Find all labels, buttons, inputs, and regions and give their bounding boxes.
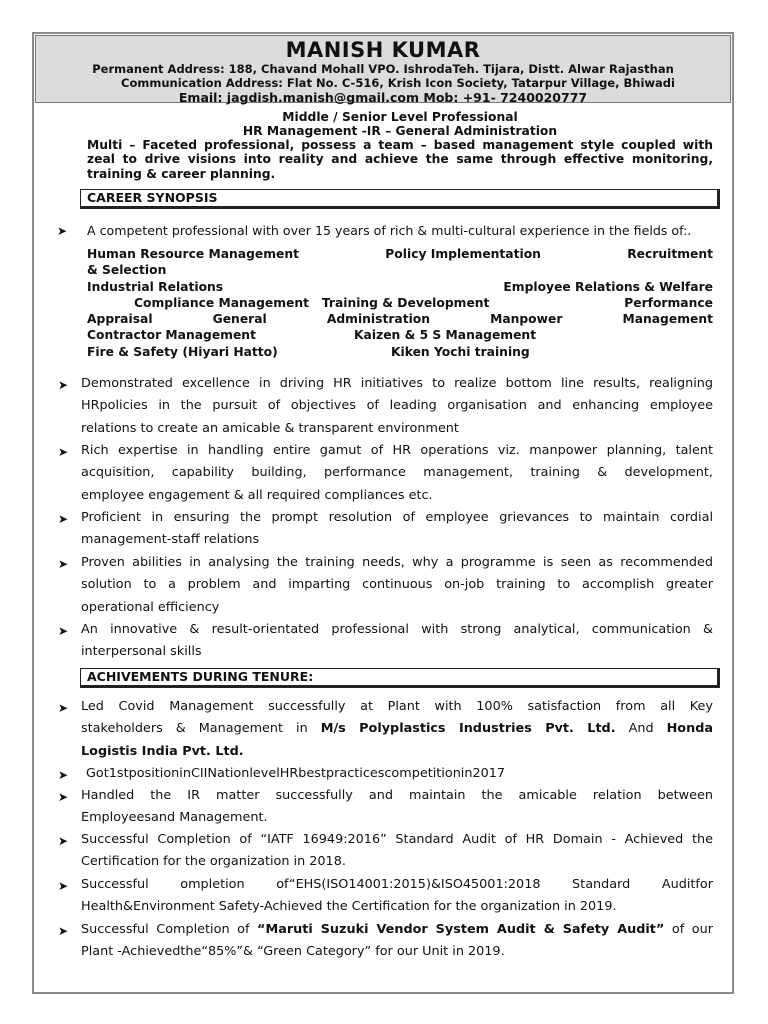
skill-item: Employee Relations & Welfare: [503, 279, 713, 294]
skills-row: [87, 279, 713, 295]
skill-item: Human Resource Management: [87, 247, 300, 261]
bullet-line: Successful ompletion of“EHS(ISO14001:2015)&ISO45001:2018 Standard Auditfor: [81, 877, 713, 892]
skill-item: Kiken Yochi training: [391, 344, 530, 359]
synopsis-lead: A competent professional with over 15 years of rich & multi-cultural experience in the fields of:.: [87, 223, 692, 238]
skill-item: Performance: [624, 295, 713, 310]
skill-item: Appraisal: [87, 312, 153, 327]
summary-line: Multi – Faceted professional, possess a team – based management style coupled with: [87, 138, 713, 152]
arrowhead-bullet-icon: ➤: [58, 768, 69, 782]
synopsis-bullet: [81, 440, 713, 507]
company-name: M/s Polyplastics Industries Pvt. Ltd.: [320, 721, 616, 737]
achievement-bullet: [81, 829, 713, 874]
profile-summary: [87, 110, 713, 181]
bullet-line: interpersonal skills: [81, 644, 202, 660]
skill-item: General: [212, 312, 267, 327]
section-heading-career-synopsis: CAREER SYNOPSIS: [80, 189, 720, 209]
bullet-text: of our: [664, 922, 713, 937]
audit-name: “Maruti Suzuki Vendor System Audit & Safety Audit”: [257, 922, 665, 937]
skills-row: [87, 246, 713, 262]
bullet-line: Demonstrated excellence in driving HR initiatives to realize bottom line results, realigning: [81, 376, 713, 391]
bullet-line: Led Covid Management successfully at Plant with 100% satisfaction from all Key: [81, 699, 713, 714]
arrowhead-bullet-icon: ➤: [58, 378, 69, 392]
achievement-bullet: [81, 785, 713, 830]
arrowhead-bullet-icon: ➤: [58, 790, 69, 804]
bullet-line: Rich expertise in handling entire gamut of HR operations viz. manpower planning, talent: [81, 443, 713, 458]
skill-item: Kaizen & 5 S Management: [354, 328, 537, 343]
candidate-name: MANISH KUMAR: [285, 38, 481, 62]
bullet-line: Handled the IR matter successfully and maintain the amicable relation between: [81, 788, 713, 803]
bullet-line: An innovative & result-orientated professional with strong analytical, communication &: [81, 622, 713, 637]
arrowhead-bullet-icon: ➤: [58, 879, 69, 893]
achievement-bullet: Got1stpositioninCIINationlevelHRbestpracticescompetitionin2017: [86, 766, 506, 781]
achievement-bullet: [81, 874, 713, 919]
skill-item: Contractor Management: [87, 328, 256, 343]
contact-line: Email: jagdish.manish@gmail.com Mob: +91- 7240020777: [178, 90, 588, 105]
synopsis-bullet: [81, 552, 713, 619]
career-level: Middle / Senior Level Professional: [282, 110, 518, 124]
arrowhead-bullet-icon: ➤: [58, 557, 69, 571]
synopsis-bullet: [81, 619, 713, 664]
skill-item: Policy Implementation: [385, 247, 541, 261]
skill-item: Fire & Safety (Hiyari Hatto): [87, 344, 278, 359]
bullet-line: management-staff relations: [81, 532, 260, 548]
skill-item: Recruitment: [627, 247, 713, 261]
section-heading-achievements: ACHIVEMENTS DURING TENURE:: [80, 668, 720, 688]
achievement-bullet: [81, 919, 713, 964]
bullet-line: Health&Environment Safety-Achieved the Certification for the organization in 2019.: [81, 899, 617, 915]
arrowhead-bullet-icon: ➤: [58, 834, 69, 848]
skill-item: Industrial Relations: [87, 279, 224, 294]
bullet-line: relations to create an amicable & transparent environment: [81, 420, 459, 436]
bullet-text: And: [615, 721, 667, 737]
bullet-line: solution to a problem and imparting continuous on-job training to accomplish greater: [81, 577, 713, 593]
skill-item: & Selection: [87, 263, 167, 278]
bullet-line: HRpolicies in the pursuit of objectives of leading organisation and enhancing employee: [81, 398, 713, 414]
synopsis-bullet: [81, 373, 713, 440]
arrowhead-bullet-icon: ➤: [58, 512, 69, 526]
arrowhead-bullet-icon: ➤: [58, 624, 69, 638]
bullet-line: [81, 718, 713, 740]
skills-row: [87, 295, 713, 311]
bullet-line: Plant -Achievedthe“85%”& “Green Category” for our Unit in 2019.: [81, 944, 505, 960]
synopsis-bullet: [81, 507, 713, 552]
skills-block: [87, 246, 713, 360]
skill-item: Compliance Management Training & Development: [134, 295, 490, 310]
bullet-line: [81, 919, 713, 941]
skill-item: Administration: [326, 312, 430, 327]
bullet-line: Successful Completion of “IATF 16949:2016” Standard Audit of HR Domain - Achieved the: [81, 832, 713, 847]
company-name: Logistis India Pvt. Ltd.: [81, 743, 244, 759]
skills-row: [87, 311, 713, 327]
arrowhead-bullet-icon: ➤: [57, 224, 68, 238]
skills-row: [87, 344, 713, 360]
communication-address: Communication Address: Flat No. C-516, Krish Icon Society, Tatarpur Village, Bhiwadi: [121, 76, 675, 90]
bullet-line: operational efficiency: [81, 599, 220, 615]
bullet-line: Proficient in ensuring the prompt resolution of employee grievances to maintain cordial: [81, 510, 713, 525]
bullet-line: Employeesand Management.: [81, 810, 268, 826]
resume-header: [35, 35, 731, 103]
skill-item: Management: [622, 312, 713, 327]
arrowhead-bullet-icon: ➤: [58, 701, 69, 715]
skill-item: Manpower: [490, 312, 563, 327]
company-name: Honda: [666, 721, 713, 737]
bullet-line: Proven abilities in analysing the training needs, why a programme is seen as recommended: [81, 555, 713, 570]
bullet-text: Successful Completion of: [81, 922, 258, 937]
skills-row: [87, 262, 713, 278]
permanent-address: Permanent Address: 188, Chavand Mohall VPO. IshrodaTeh. Tijara, Distt. Alwar Rajasthan: [92, 62, 674, 76]
bullet-line: employee engagement & all required compliances etc.: [81, 487, 433, 503]
career-domains: HR Management -IR – General Administration: [242, 124, 558, 138]
skills-row: [87, 327, 713, 343]
bullet-line: Certification for the organization in 2018.: [81, 854, 346, 870]
summary-line: zeal to drive visions into reality and achieve the same through effective monitoring,: [87, 152, 713, 167]
arrowhead-bullet-icon: ➤: [58, 445, 69, 459]
achievement-bullet: [81, 696, 713, 763]
arrowhead-bullet-icon: ➤: [58, 924, 69, 938]
summary-line: training & career planning.: [87, 166, 276, 181]
bullet-text: stakeholders & Management in: [81, 721, 321, 737]
bullet-line: acquisition, capability building, performance management, training & development,: [81, 465, 713, 481]
